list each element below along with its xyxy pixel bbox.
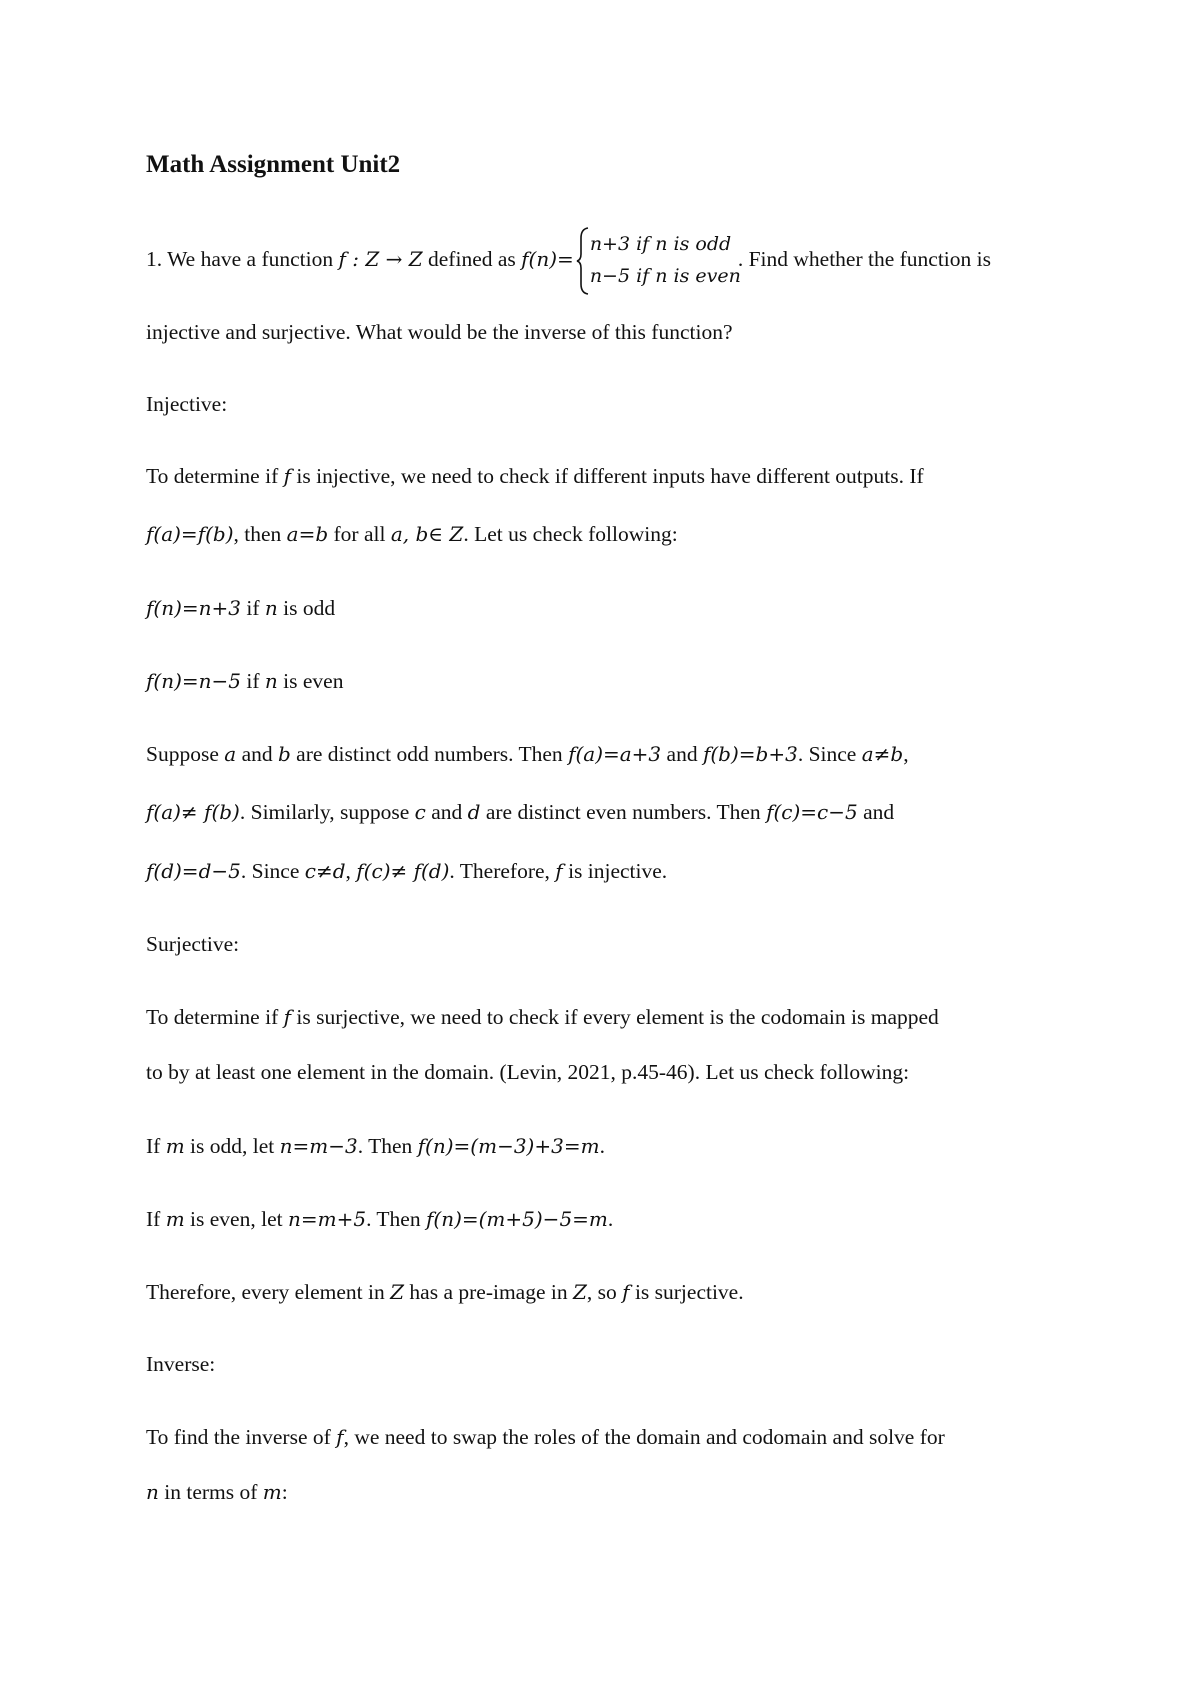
text: is even	[277, 669, 344, 693]
text: is surjective, we need to check if every element is the codomain is mapped	[291, 1005, 939, 1029]
text: . Therefore,	[449, 859, 556, 883]
text: are distinct odd numbers. Then	[290, 742, 569, 766]
math: f(c)≠ f(d)	[356, 859, 450, 883]
text: is injective, we need to check if different inputs have different outputs. If	[291, 464, 924, 488]
text: has a pre-image in	[404, 1280, 573, 1304]
math: f(n)=(m−3)+3=m	[417, 1134, 600, 1158]
text: . Similarly, suppose	[239, 800, 415, 824]
injective-paragraph-line-1	[146, 462, 924, 490]
text: if	[241, 596, 265, 620]
math: f(a)=f(b)	[146, 522, 234, 546]
math: f(n)=n−5	[146, 669, 242, 693]
text: . Then	[366, 1207, 426, 1231]
math: Z	[390, 1280, 405, 1304]
surjective-heading: Surjective:	[146, 932, 240, 956]
text: .	[607, 1207, 614, 1231]
math: f(c)=c−5	[766, 800, 858, 824]
case-odd: n+3 if n is odd	[589, 233, 732, 255]
text: , then	[233, 522, 287, 546]
math: f(n)=(m+5)−5=m	[425, 1207, 608, 1231]
math: m	[165, 1207, 185, 1231]
text: If	[146, 1134, 166, 1158]
math: f(n)=n+3	[146, 596, 242, 620]
text: is even, let	[184, 1207, 288, 1231]
text: Therefore, every element in	[146, 1280, 391, 1304]
math: a	[224, 742, 237, 766]
math: f	[622, 1280, 630, 1304]
text: 1. We have a function	[146, 246, 339, 271]
text: ,	[903, 742, 909, 766]
text: is surjective.	[629, 1280, 744, 1304]
inverse-heading: Inverse:	[146, 1352, 216, 1376]
math: n	[264, 669, 278, 693]
surjective-conclusion	[146, 1278, 744, 1306]
text: . Then	[357, 1134, 418, 1158]
text: in terms of	[158, 1480, 263, 1504]
math: m	[165, 1134, 185, 1158]
case-even: n−5 if n is even	[589, 265, 741, 287]
text: , we need to swap the roles of the domain and codomain and solve for	[343, 1425, 945, 1449]
injective-heading: Injective:	[146, 392, 228, 416]
math: f(b)=b+3	[702, 742, 798, 766]
injective-proof-line-2	[146, 798, 894, 826]
math: f	[555, 859, 563, 883]
math: f(n)=	[521, 246, 574, 271]
text: To determine if	[146, 464, 284, 488]
text: To determine if	[146, 1005, 284, 1029]
injective-paragraph-line-2	[146, 520, 678, 548]
math: b	[277, 742, 291, 766]
left-brace-icon	[576, 226, 590, 296]
text: are distinct even numbers. Then	[480, 800, 767, 824]
math: d	[467, 800, 481, 824]
math: c≠d	[304, 859, 346, 883]
math: a=b	[286, 522, 329, 546]
math: f(a)=a+3	[568, 742, 662, 766]
math: n	[146, 1480, 159, 1504]
text: is odd, let	[184, 1134, 280, 1158]
math: c	[414, 800, 426, 824]
injective-proof-line-3	[146, 857, 667, 885]
text: if	[241, 669, 265, 693]
math: n=m+5	[287, 1207, 367, 1231]
math: n	[264, 596, 278, 620]
injective-even-case	[146, 667, 343, 695]
math: a≠b	[861, 742, 904, 766]
text: Suppose	[146, 742, 225, 766]
math: n=m−3	[279, 1134, 358, 1158]
piecewise-definition	[576, 226, 741, 296]
injective-odd-case	[146, 594, 335, 622]
text: and	[425, 800, 468, 824]
question-1-line-1	[146, 226, 991, 296]
injective-proof-line-1	[146, 740, 909, 768]
math: f	[336, 1425, 344, 1449]
math: Z	[573, 1280, 587, 1304]
text: To find the inverse of	[146, 1425, 337, 1449]
math: f(a)≠ f(b)	[146, 800, 240, 824]
math: f	[283, 1005, 292, 1029]
text: and	[661, 742, 703, 766]
text: and	[236, 742, 278, 766]
text: is odd	[277, 596, 336, 620]
text: :	[281, 1480, 288, 1504]
text: , so	[586, 1280, 623, 1304]
text: . Let us check following:	[463, 522, 678, 546]
math: a, b∈ Z	[390, 522, 464, 546]
text: and	[857, 800, 895, 824]
surjective-odd-case	[146, 1132, 605, 1160]
text: is injective.	[562, 859, 668, 883]
document-title: Math Assignment Unit2	[146, 151, 401, 178]
text: defined as	[422, 246, 522, 271]
math: f	[283, 464, 292, 488]
question-1-line-2: injective and surjective. What would be the inverse of this function?	[146, 320, 733, 344]
text: If	[146, 1207, 166, 1231]
inverse-paragraph-line-2	[146, 1478, 288, 1506]
inverse-paragraph-line-1	[146, 1423, 945, 1451]
text: .	[599, 1134, 605, 1158]
surjective-even-case	[146, 1205, 613, 1233]
surjective-paragraph-line-1	[146, 1003, 939, 1031]
text: . Find whether the function is	[737, 246, 991, 271]
math: f(d)=d−5	[146, 859, 241, 883]
math: f : Z → Z	[338, 246, 423, 271]
text: . Since	[240, 859, 305, 883]
text: for all	[328, 522, 391, 546]
text: . Since	[797, 742, 862, 766]
surjective-paragraph-line-2: to by at least one element in the domain. (Levin, 2021, p.45-46). Let us check following:	[146, 1060, 910, 1084]
math: m	[262, 1480, 282, 1504]
text: ,	[345, 859, 357, 883]
